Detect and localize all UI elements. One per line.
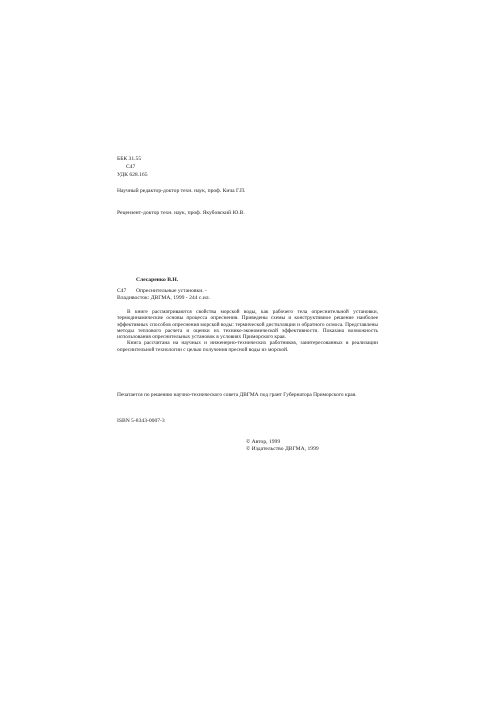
isbn: ISBN 5-8343-0007-3	[117, 418, 165, 424]
scientific-editor: Научный редактор-доктор техн. наук, проф. Кича Г.П.	[117, 188, 246, 194]
udk-code: УДК 628.165	[117, 172, 148, 178]
bib-mark: С47	[117, 288, 127, 294]
publication-note: Печатается по решению научно-технического совета ДВГМА под грант Губернатора Приморского края.	[117, 392, 357, 398]
author-heading: Слесаренко В.Н.	[136, 277, 179, 283]
reviewer: Рецензент-доктор техн. наук, проф. Якубовский Ю.В.	[117, 210, 245, 216]
copyright-publisher: © Издательство ДВГМА, 1999	[246, 446, 319, 452]
abstract-paragraph-1: В книге рассматриваются свойства морской воды, как рабочего тела опреснительной установки, термодинамические основы процесса опреснения. Приведены схемы и конструктивное решение наиболее эффективных способов опреснения морской воды: термической дистилляции и обратного осмоса. Представлены методы теплового расчета и оценки их технико-экономической эффективности. Показана возможность использования опреснительных установок в условиях Приморского края.	[117, 309, 378, 341]
bib-imprint: Владивосток: ДВГМА, 1999 - 244 с.ил.	[117, 295, 210, 301]
copyright-author: © Автор, 1999	[246, 439, 281, 445]
author-mark: С47	[126, 164, 136, 170]
bib-title: Опреснительные установки. -	[136, 288, 207, 294]
bbk-code: ББК 31.55	[117, 156, 142, 162]
abstract-paragraph-2: Книга рассчитана на научных и инженерно-технических работников, заинтересованных в реализации опреснительной технологии с целью получения пресной воды из морской.	[117, 340, 378, 353]
abstract	[117, 309, 378, 353]
